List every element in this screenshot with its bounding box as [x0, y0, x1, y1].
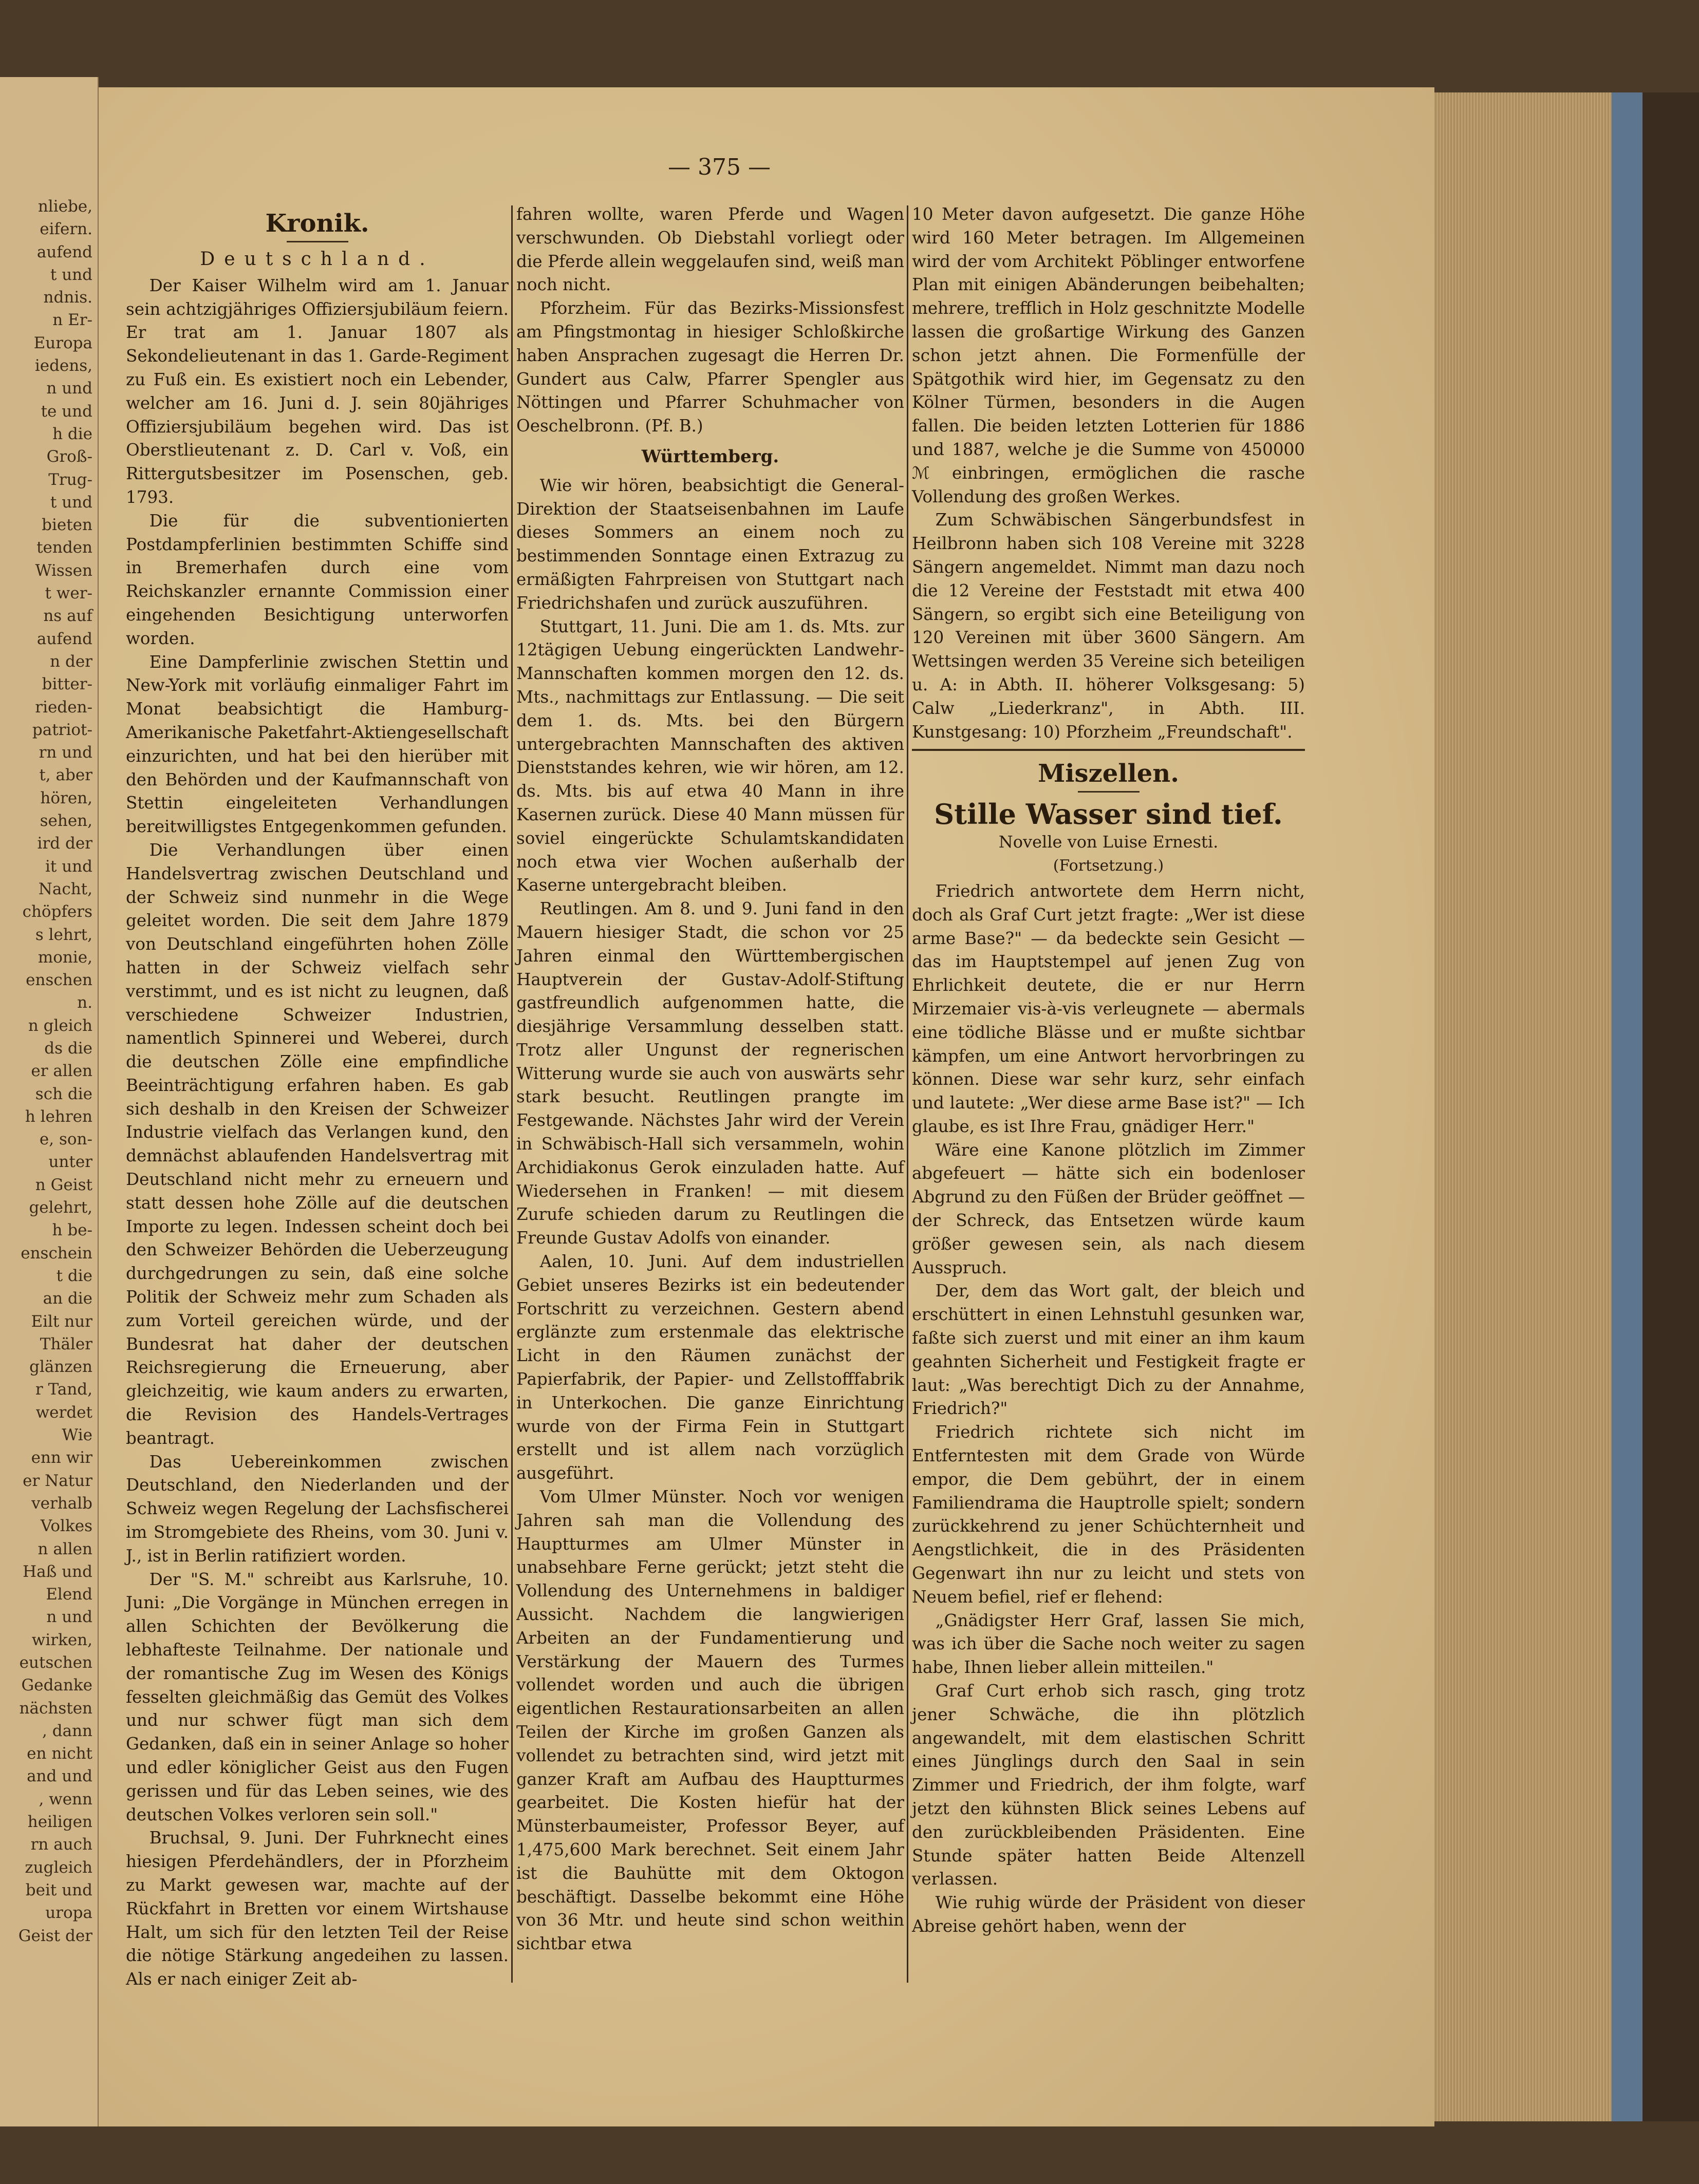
background-edge: [1642, 92, 1699, 2121]
novel-continuation-note: (Fortsetzung.): [1053, 857, 1164, 875]
article-paragraph: Eine Dampferlinie zwischen Stettin und New-York mit vorläufig einmaliger Fahrt im Monat beabsichtigt die Hamburg-Amerikanische Paketfahrt-Aktiengesellschaft einzurichten, und hat bei den hierüber mit den Behörden und der Kaufmannschaft von Stettin eingeleiteten Verhandlungen bereitwilligstes Entgegenkommen gefunden.: [126, 652, 509, 837]
article-paragraph: Das Uebereinkommen zwischen Deutschland, den Niederlanden und der Schweiz wegen Regelung der Lachsfischerei im Stromgebiete des Rheins, vom 30. Juni v. J., ist in Berlin ratifiziert worden.: [126, 1452, 509, 1566]
article-paragraph: Stuttgart, 11. Juni. Die am 1. ds. Mts. zur 12tägigen Uebung eingerückten Landwehr-Mannschaften kommen morgen den 12. ds. Mts., nachmittags zur Entlassung. — Die seit dem 1. ds. Mts. bei den Bürgern untergebrachten Mannschaften des aktiven Dienststandes kehren, wie wir hören, am 12. ds. Mts. bis auf etwa 40 Mann in ihre Kasernen zurück. Diese 40 Mann müssen für soviel eingerückte Schulamtskandidaten noch etwa vier Wochen außerhalb der Kaserne untergebracht bleiben.: [516, 616, 904, 895]
article-paragraph: Zum Schwäbischen Sängerbundsfest in Heilbronn haben sich 108 Vereine mit 3228 Sängern angemeldet. Nimmt man dazu noch die 12 Vereine der Feststadt mit etwa 400 Sängern, so ergibt sich eine Beteiligung von 120 Vereinen mit über 3600 Sängern. Am Wettsingen werden 35 Vereine sich beteiligen u. A: in Abth. II. höherer Volksgesang: 5) Calw „Liederkranz", in Abth. III. Kunstgesang: 10) Pforzheim „Freundschaft".: [912, 510, 1305, 742]
left-page-text: nliebe, eifern. aufend t und ndnis. n Er- Europa iedens, n und te und h die Groß- Trug- t und bieten tenden Wissen t wer- ns auf aufend n der bitter- rieden- patriot- rn und t, aber hören, sehen, ird der it und Nacht, chöpfers s lehrt, monie, enschen n. n gleich ds die er allen sch die h lehren e, son- unter n Geist gelehrt, h be- enschein t die an die Eilt nur Thäler glänzen r Tand, werdet Wie enn wir er Natur verhalb Volkes n allen Haß und Elend n und wirken, eutschen Gedanke nächsten , dann en nicht and und , wenn heiligen rn auch zugleich beit und uropa Geist der: [18, 197, 92, 1945]
novel-paragraph: Friedrich richtete sich nicht im Entferntesten mit dem Grade von Würde empor, die Dem gebührt, der in einem Familiendrama die Hauptrolle spielt; sondern zurückkehrend zu jener Schüchternheit und Aengstlichkeit, die in des Präsidenten Gegenwart ihn nur zu leicht und stets von Neuem befiel, rief er flehend:: [912, 1422, 1305, 1607]
article-paragraph: Pforzheim. Für das Bezirks-Missionsfest am Pfingstmontag in hiesiger Schloßkirche haben Ansprachen zugesagt die Herren Dr. Gundert aus Calw, Pfarrer Spengler aus Nöttingen und Pfarrer Schuhmacher von Oeschelbronn. (Pf. B.): [516, 298, 904, 436]
article-paragraph: Aalen, 10. Juni. Auf dem industriellen Gebiet unseres Bezirks ist ein bedeutender Fortschritt zu verzeichnen. Gestern abend erglänzte zum erstenmale das elektrische Licht in den Räumen zunächst der Papierfabrik, der Papier- und Zellstofffabrik in Unterkochen. Die ganze Einrichtung wurde von der Firma Fein in Stuttgart erstellt und ist allem nach vorzüglich ausgeführt.: [516, 1252, 904, 1483]
subsection-deutschland: Deutschland.: [200, 249, 435, 270]
article-paragraph: Bruchsal, 9. Juni. Der Fuhrknecht eines hiesigen Pferdehändlers, der in Pforzheim zu Markt gewesen war, machte auf der Rückfahrt in Bretten vor einem Wirtshause Halt, um sich für den letzten Teil der Reise die nötige Stärkung angedeihen zu lassen. Als er nach einiger Zeit ab-: [126, 1828, 509, 1989]
article-paragraph: Vom Ulmer Münster. Noch vor wenigen Jahren sah man die Vollendung des Hauptturmes am Ulmer Münster in unabsehbare Ferne gerückt; jetzt steht die Vollendung des Unternehmens in baldiger Aussicht. Nachdem die langwierigen Arbeiten an der Fundamentierung und Verstärkung der Mauern des Turmes vollendet worden und auch die übrigen eigentlichen Restaurationsarbeiten an allen Teilen der Kirche im großen Ganzen als vollendet zu betrachten sind, wird jetzt mit ganzer Kraft am Aufbau des Hauptturmes gearbeitet. Die Kosten hiefür hat der Münsterbaumeister, Professor Beyer, auf 1,475,600 Mark berechnet. Seit einem Jahr ist die Bauhütte mit dem Oktogon beschäftigt. Dasselbe bekommt eine Höhe von 36 Mtr. und heute sind schon weithin sichtbar etwa: [516, 1487, 904, 1954]
novel-paragraph: „Gnädigster Herr Graf, lassen Sie mich, was ich über die Sache noch weiter zu sagen habe, Ihnen lieber allein mitteilen.": [912, 1610, 1305, 1678]
article-paragraph: Reutlingen. Am 8. und 9. Juni fand in den Mauern hiesiger Stadt, die schon vor 25 Jahren einmal den Württembergischen Hauptverein der Gustav-Adolf-Stiftung gastfreundlich aufgenommen hatte, die diesjährige Versammlung desselben statt. Trotz aller Ungunst der regnerischen Witterung wurde sie auch von auswärts sehr stark besucht. Reutlingen prangte im Festgewande. Nächstes Jahr wird der Verein in Schwäbisch-Hall sich versammeln, wohin Archidiakonus Gerok einzuladen hatte. Auf Wiedersehen in Franken! — mit diesem Zurufe schieden darum zu Reutlingen die Freunde Gustav Adolfs von einander.: [516, 899, 904, 1248]
novel-paragraph: Graf Curt erhob sich rasch, ging trotz jener Schwäche, die ihn plötzlich angewandelt, mit dem elastischen Schritt eines Jünglings durch den Saal in sein Zimmer und Friedrich, der ihm folgte, warf jetzt den kühnsten Blick seines Lebens auf den zurückbleibenden Präsidenten. Eine Stunde später hatten Beide Altenzell verlassen.: [912, 1681, 1305, 1889]
title-underline: [1078, 791, 1140, 793]
novel-title: Stille Wasser sind tief.: [934, 798, 1283, 831]
page-number: — 375 —: [668, 154, 771, 180]
section-divider: [912, 749, 1305, 751]
section-title-miszellen: Miszellen.: [1038, 759, 1179, 788]
section-title-kronik: Kronik.: [265, 209, 369, 238]
novel-author: Novelle von Luise Ernesti.: [998, 832, 1219, 852]
title-underline: [287, 241, 348, 242]
novel-paragraph: Der, dem das Wort galt, der bleich und erschüttert in einen Lehnstuhl gesunken war, faßte sich zuerst und mit einer an ihm kaum geahnten Sicherheit und Festigkeit fragte er laut: „Was berechtigt Dich zu der Annahme, Friedrich?": [912, 1281, 1305, 1419]
left-page-fragment: [0, 77, 98, 2126]
article-paragraph: Der "S. M." schreibt aus Karlsruhe, 10. Juni: „Die Vorgänge in München erregen in allen Schichten der Bevölkerung die lebhafteste Teilnahme. Der nationale und der romantische Zug im Wesen des Königs fesselten gleichmäßig das Gemüt des Volkes und nur schwer fügt man sich dem Gedanken, daß ein in seiner Anlage so hoher und edler königlicher Geist aus den Fugen gerissen und für das Leben seines, wie des deutschen Volkes verloren sein soll.": [126, 1569, 509, 1824]
article-paragraph: Die für die subventionierten Postdampferlinien bestimmten Schiffe sind in Bremerhafen durch eine vom Reichskanzler ernannte Commission einer eingehenden Besichtigung unterworfen worden.: [126, 511, 509, 648]
article-paragraph: Wie wir hören, beabsichtigt die General-Direktion der Staatseisenbahnen im Laufe dieses Sommers an einem noch zu bestimmenden Sonntage einen Extrazug zu ermäßigten Fahrpreisen von Stuttgart nach Friedrichshafen und zurück auszuführen.: [516, 475, 904, 613]
column-1: [126, 203, 509, 1989]
column-2: [516, 203, 904, 1975]
book-cover-edge: [1612, 92, 1642, 2121]
column-3: [912, 203, 1305, 1975]
novel-paragraph: Friedrich antwortete dem Herrn nicht, doch als Graf Curt jetzt fragte: „Wer ist diese arme Base?" — da bedeckte sein Gesicht — das im Hauptstempel auf jenen Zug von Ehrlichkeit deutete, die er nur Herrn Mirzemaier vis-à-vis verleugnete — abermals eine tödliche Blässe und er mußte sichtbar kämpfen, um eine Antwort hervorbringen zu können. Diese war sehr kurz, sehr einfach und lautete: „Wer diese arme Base ist?" — Ich glaube, es ist Ihre Frau, gnädiger Herr.": [912, 881, 1305, 1136]
novel-paragraph: Wie ruhig würde der Präsident von dieser Abreise gehört haben, wenn der: [912, 1893, 1305, 1936]
column-divider: [511, 205, 513, 1983]
page-edge-stack: [1434, 92, 1612, 2121]
novel-paragraph: Wäre eine Kanone plötzlich im Zimmer abgefeuert — hätte sich ein bodenloser Abgrund zu den Füßen der Brüder geöffnet — der Schreck, das Entsetzen würde kaum größer gewesen sein, als nach diesem Ausspruch.: [912, 1140, 1305, 1277]
article-paragraph: fahren wollte, waren Pferde und Wagen verschwunden. Ob Diebstahl vorliegt oder die Pferde allein weggelaufen sind, weiß man noch nicht.: [516, 204, 904, 295]
column-divider: [907, 205, 908, 1983]
article-paragraph: Die Verhandlungen über einen Handelsvertrag zwischen Deutschland und der Schweiz sind nunmehr in die Wege geleitet worden. Die seit dem Jahre 1879 von Deutschland eingeführten hohen Zölle hatten in der Schweiz vielfach sehr verstimmt, und es ist nicht zu leugnen, daß verschiedene Schweizer Industrien, namentlich Spinnerei und Weberei, durch die deutschen Zölle eine empfindliche Beeinträchtigung erfahren haben. Es gab sich deshalb in den Kreisen der Schweizer Industrie vielfach das Verlangen kund, den demnächst ablaufenden Handelsvertrag mit Deutschland nicht mehr zu erneuern und statt dessen hohe Zölle auf die deutschen Importe zu legen. Indessen scheint doch bei den Schweizer Behörden die Ueberzeugung durchgedrungen zu sein, daß eine solche Politik der Schweiz mehr zum Schaden als zum Vorteil gereichen würde, und der Bundesrat hat daher der deutschen Reichsregierung die Erneuerung, aber gleichzeitig, wie kaum anders zu erwarten, die Revision des Handels-Vertrages beantragt.: [126, 840, 509, 1448]
article-paragraph: 10 Meter davon aufgesetzt. Die ganze Höhe wird 160 Meter betragen. Im Allgemeinen wird der vom Architekt Pöblinger entworfene Plan mit einigen Abänderungen beibehalten; mehrere, trefflich in Holz geschnitzte Modelle lassen die großartige Wirkung des Ganzen schon jetzt ahnen. Die Formenfülle der Spätgothik wird hier, im Gegensatz zu den Kölner Türmen, besonders in die Augen fallen. Die beiden letzten Lotterien für 1886 und 1887, welche je die Summe von 450000 ℳ einbringen, ermöglichen die rasche Vollendung des großen Werkes.: [912, 204, 1305, 506]
section-heading-wuerttemberg: Württemberg.: [641, 446, 779, 467]
article-paragraph: Der Kaiser Wilhelm wird am 1. Januar sein achtzigjähriges Offiziersjubiläum feiern. Er trat am 1. Januar 1807 als Sekondelieutenant in das 1. Garde-Regiment zu Fuß ein. Es existiert noch ein Lebender, welcher am 16. Juni d. J. sein 80jähriges Offiziersjubiläum begehen wird. Das ist Oberstlieutenant z. D. Carl v. Voß, ein Rittergutsbesitzer im Posenschen, geb. 1793.: [126, 275, 509, 507]
